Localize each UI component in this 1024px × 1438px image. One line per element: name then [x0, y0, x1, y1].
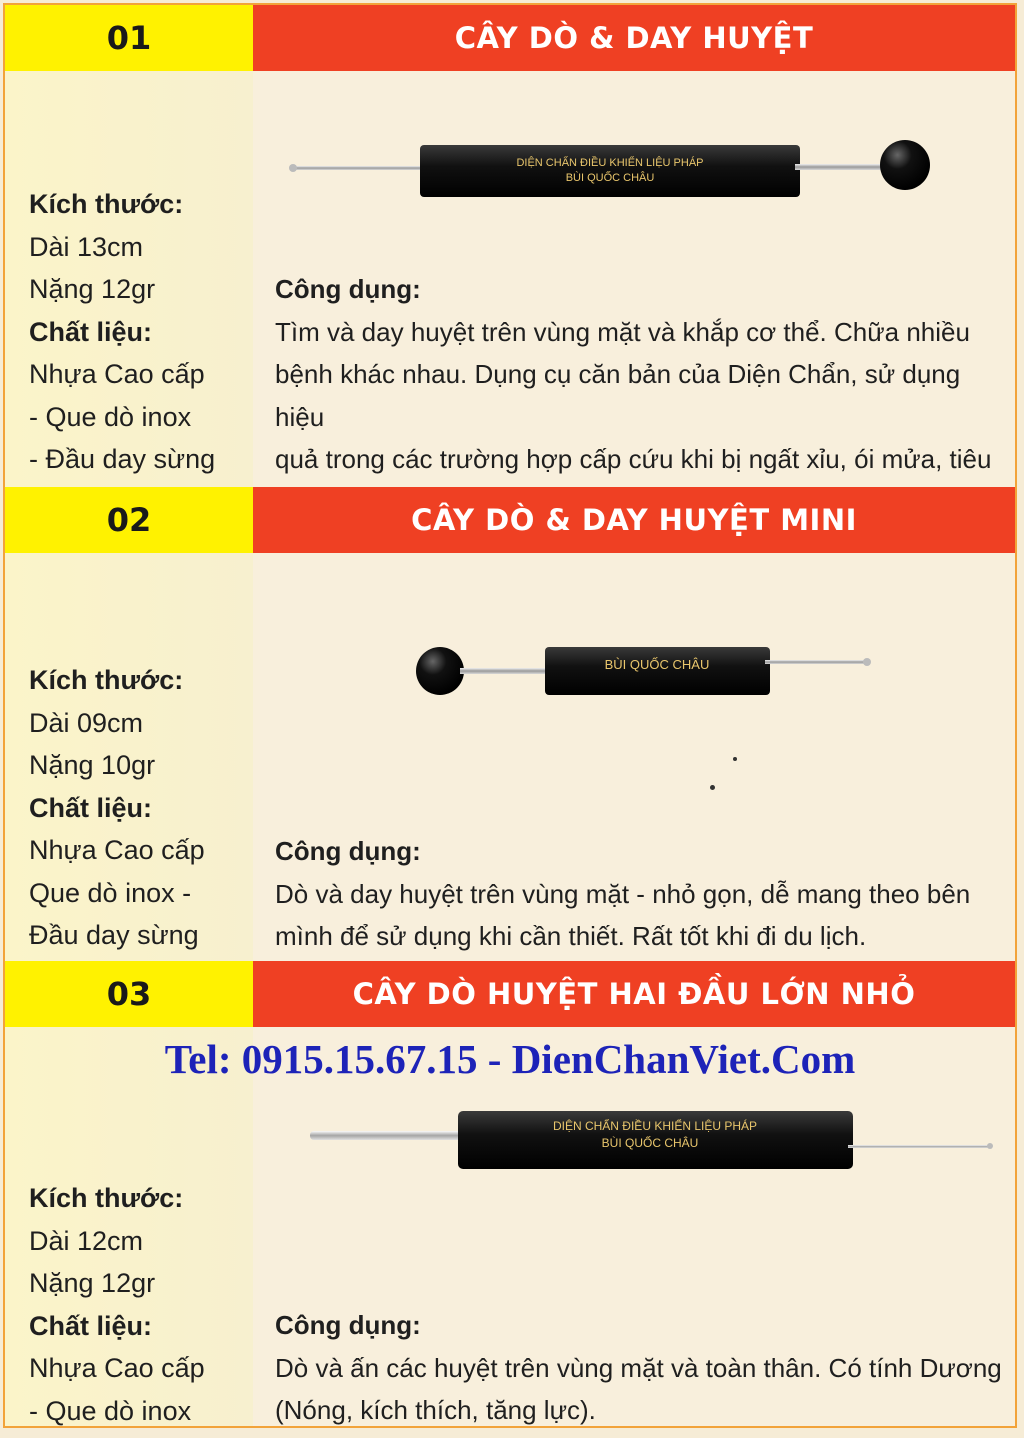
usage-line: Tìm và day huyệt trên vùng mặt và khắp cơ thể. Chữa nhiều: [275, 316, 970, 347]
handle-label-line1: DIỆN CHẨN ĐIỀU KHIỂN LIỆU PHÁP: [516, 157, 704, 169]
probe-tip-end: [289, 164, 297, 172]
material-line: - Que dò inox: [29, 1395, 192, 1426]
acupoint-probe-image: [285, 130, 935, 210]
probe-tip: [765, 660, 865, 664]
usage-line: mình để sử dụng khi cần thiết. Rất tốt khi đi du lịch.: [275, 921, 867, 951]
material-line: - Que dò inox: [29, 401, 192, 432]
double-end-probe-image: [300, 1103, 1000, 1183]
massage-ball-head: [416, 647, 464, 695]
material-line: Nhựa Cao cấp: [29, 1353, 205, 1383]
handle-label-line2: BÙI QUỐC CHÂU: [601, 1136, 699, 1150]
material-line: Nhựa Cao cấp: [29, 835, 205, 865]
speck: [710, 785, 715, 790]
product-section-01: [5, 5, 1015, 483]
section-header: [5, 961, 1015, 1027]
probe-handle: [420, 145, 800, 197]
size-label: Kích thước:: [29, 1183, 184, 1213]
material-line: Que dò inox -: [29, 877, 192, 908]
usage-line: bệnh khác nhau. Dụng cụ căn bản của Diện Chẩn, sử dụng hiệu: [275, 359, 961, 432]
usage-block: [275, 1304, 1010, 1428]
small-probe-tip: [848, 1145, 988, 1148]
section-header: [5, 5, 1015, 71]
material-line: Nhựa Cao cấp: [29, 359, 205, 389]
product-section-03: [5, 961, 1015, 1428]
size-line: Dài 09cm: [29, 707, 144, 738]
size-line: Dài 12cm: [29, 1225, 144, 1256]
specs-block: [29, 1177, 249, 1428]
section-title: CÂY DÒ & DAY HUYỆT MINI: [253, 487, 1015, 553]
material-label: Chất liệu:: [29, 316, 153, 347]
section-number: 02: [5, 487, 253, 553]
section-number: 03: [5, 961, 253, 1027]
usage-label: Công dụng:: [275, 1310, 421, 1340]
section-header: [5, 487, 1015, 553]
size-label: Kích thước:: [29, 189, 184, 219]
usage-line: quả trong các trường hợp cấp cứu khi bị ngất xỉu, ói mửa, tiêu: [275, 444, 992, 474]
size-line: Dài 13cm: [29, 231, 144, 262]
material-line: Đầu day sừng: [29, 920, 199, 950]
mini-probe-image: [405, 635, 875, 705]
contact-overlay: Tel: 0915.15.67.15 - DienChanViet.Com: [164, 1036, 856, 1082]
material-label: Chất liệu:: [29, 1310, 153, 1341]
usage-block: [275, 268, 1010, 523]
material-line: - Đầu day sừng: [29, 444, 216, 474]
section-title: CÂY DÒ HUYỆT HAI ĐẦU LỚN NHỎ: [253, 961, 1015, 1027]
usage-block: [275, 830, 1010, 958]
probe-shaft: [795, 164, 895, 170]
probe-tip-end: [863, 658, 871, 666]
large-probe-tip: [310, 1131, 465, 1140]
probe-tip-end: [987, 1143, 993, 1149]
weight-line: Nặng 12gr: [29, 274, 156, 304]
usage-label: Công dụng:: [275, 836, 421, 866]
usage-label: Công dụng:: [275, 274, 421, 304]
product-section-02: [5, 487, 1015, 959]
weight-line: Nặng 12gr: [29, 1268, 156, 1298]
usage-line: Dò và day huyệt trên vùng mặt - nhỏ gọn, dễ mang theo bên: [275, 878, 971, 909]
handle-label: BÙI QUỐC CHÂU: [604, 657, 710, 672]
handle-label-line1: DIỆN CHẨN ĐIỀU KHIỂN LIỆU PHÁP: [552, 1119, 758, 1133]
massage-ball-head: [880, 140, 930, 190]
size-label: Kích thước:: [29, 665, 184, 695]
usage-line: Dò và ấn các huyệt trên vùng mặt và toàn thân. Có tính Dương: [275, 1352, 1002, 1383]
probe-tip: [293, 166, 433, 170]
speck: [733, 757, 737, 761]
section-title: CÂY DÒ & DAY HUYỆT: [253, 5, 1015, 71]
section-number: 01: [5, 5, 253, 71]
product-sheet: [3, 3, 1017, 1428]
specs-block: [29, 183, 249, 481]
handle-label-line2: BÙI QUỐC CHÂU: [565, 172, 655, 184]
specs-block: [29, 659, 249, 957]
probe-shaft: [460, 668, 550, 674]
material-label: Chất liệu:: [29, 792, 153, 823]
weight-line: Nặng 10gr: [29, 750, 156, 780]
usage-line: (Nóng, kích thích, tăng lực).: [275, 1395, 596, 1425]
